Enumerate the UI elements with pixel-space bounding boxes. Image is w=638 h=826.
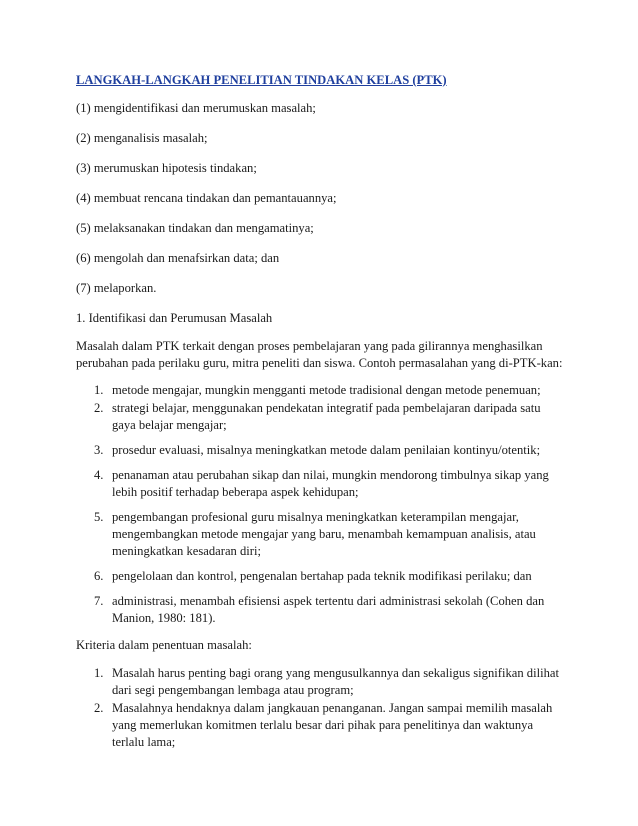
section-paragraph [76, 338, 576, 372]
paragraph-line: Masalah dalam PTK terkait dengan proses pembelajaran yang pada gilirannya menghasilkan [76, 339, 543, 353]
list-number: 1. [94, 383, 104, 397]
list-number: 2. [94, 701, 104, 715]
list-item-line: terlalu lama; [112, 735, 176, 749]
list-item-line: pengelolaan dan kontrol, pengenalan bertahap pada teknik modifikasi perilaku; dan [112, 569, 532, 583]
list-number: 6. [94, 569, 104, 583]
list-item [76, 382, 576, 399]
step-item: (7) melaporkan. [76, 281, 157, 295]
step-item: (2) menganalisis masalah; [76, 131, 208, 145]
step-item: (3) merumuskan hipotesis tindakan; [76, 161, 257, 175]
list-item-line: Masalah harus penting bagi orang yang mengusulkannya dan sekaligus signifikan dilihat [112, 666, 559, 680]
list-item [76, 593, 576, 627]
list-number: 1. [94, 666, 104, 680]
step-item: (6) mengolah dan menafsirkan data; dan [76, 251, 280, 265]
list-item [76, 700, 576, 751]
document-page [76, 72, 576, 761]
list-item-line: administrasi, menambah efisiensi aspek tertentu dari administrasi sekolah (Cohen dan [112, 594, 545, 608]
list-number: 7. [94, 594, 104, 608]
list-item-line: mengembangkan metode mengajar yang baru, menambah kemampuan analisis, atau [112, 527, 536, 541]
list-item [76, 665, 576, 699]
list-number: 5. [94, 510, 104, 524]
list-item [76, 467, 576, 501]
list-item [76, 442, 576, 459]
list-item-line: Manion, 1980: 181). [112, 611, 216, 625]
steps-list [76, 100, 576, 297]
list-item [76, 568, 576, 585]
examples-list [76, 382, 576, 627]
list-item [76, 400, 576, 434]
list-number: 4. [94, 468, 104, 482]
list-item-line: strategi belajar, menggunakan pendekatan integratif pada pembelajaran daripada satu [112, 401, 541, 415]
list-item-line: lebih positif terhadap beberapa aspek kehidupan; [112, 485, 359, 499]
list-item-line: penanaman atau perubahan sikap dan nilai, mungkin mendorong timbulnya sikap yang [112, 468, 549, 482]
document-title: LANGKAH-LANGKAH PENELITIAN TINDAKAN KELAS (PTK) [76, 73, 447, 87]
list-item-line: metode mengajar, mungkin mengganti metode tradisional dengan metode penemuan; [112, 383, 541, 397]
list-item-line: Masalahnya hendaknya dalam jangkauan penanganan. Jangan sampai memilih masalah [112, 701, 553, 715]
step-item: (4) membuat rencana tindakan dan pemantauannya; [76, 191, 337, 205]
criteria-heading: Kriteria dalam penentuan masalah: [76, 638, 252, 652]
list-number: 3. [94, 443, 104, 457]
list-item-line: meningkatkan kesadaran diri; [112, 544, 261, 558]
list-item [76, 509, 576, 560]
criteria-list [76, 665, 576, 751]
step-item: (1) mengidentifikasi dan merumuskan masalah; [76, 101, 316, 115]
step-item: (5) melaksanakan tindakan dan mengamatinya; [76, 221, 314, 235]
list-item-line: gaya belajar mengajar; [112, 418, 227, 432]
list-item-line: dari segi pengembangan lembaga atau program; [112, 683, 354, 697]
list-item-line: pengembangan profesional guru misalnya meningkatkan keterampilan mengajar, [112, 510, 519, 524]
list-item-line: yang memerlukan komitmen terlalu besar dari pihak para penelitinya dan waktunya [112, 718, 534, 732]
paragraph-line: perubahan pada perilaku guru, mitra peneliti dan siswa. Contoh permasalahan yang di-PTK-kan: [76, 356, 563, 370]
list-item-line: prosedur evaluasi, misalnya meningkatkan metode dalam penilaian kontinyu/otentik; [112, 443, 541, 457]
section-heading: 1. Identifikasi dan Perumusan Masalah [76, 311, 273, 325]
list-number: 2. [94, 401, 104, 415]
